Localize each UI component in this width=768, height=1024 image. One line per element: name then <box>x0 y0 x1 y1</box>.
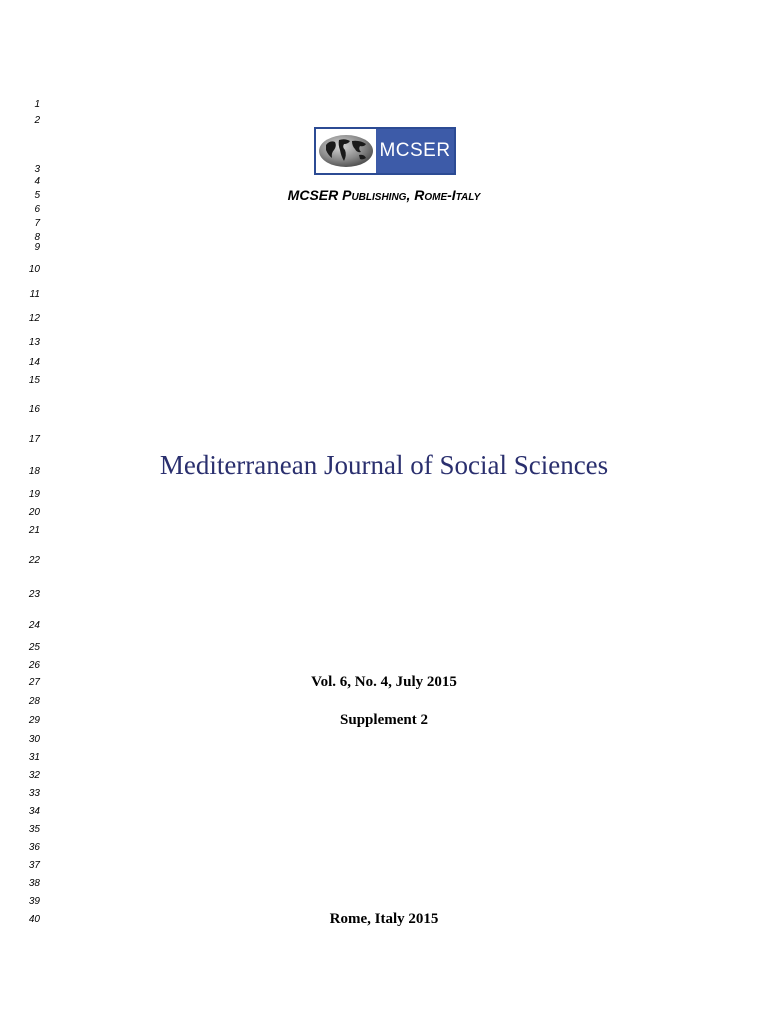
line-number: 11 <box>29 289 40 300</box>
line-number-gutter <box>0 0 60 1024</box>
line-number: 31 <box>28 752 40 763</box>
globe-icon <box>317 131 375 171</box>
line-number: 30 <box>28 734 40 745</box>
line-number: 1 <box>34 99 40 110</box>
line-number: 7 <box>34 218 40 229</box>
supplement-line: Supplement 2 <box>340 712 428 728</box>
line-number: 36 <box>28 842 40 853</box>
line-number: 20 <box>28 507 40 518</box>
line-number: 34 <box>28 806 40 817</box>
logo-globe-box <box>316 129 376 173</box>
line-number: 19 <box>28 489 40 500</box>
line-number: 15 <box>28 375 40 386</box>
line-number: 25 <box>28 642 40 653</box>
line-number: 8 <box>34 232 40 243</box>
line-number: 18 <box>28 466 40 477</box>
line-number: 4 <box>34 176 40 187</box>
journal-title: Mediterranean Journal of Social Sciences <box>159 450 609 480</box>
publisher-line: MCSER Publishing, Rome-Italy <box>287 187 481 203</box>
line-number: 35 <box>28 824 40 835</box>
line-number: 16 <box>28 404 40 415</box>
line-number: 21 <box>28 525 40 536</box>
line-number: 22 <box>28 555 40 566</box>
line-number: 17 <box>28 434 40 445</box>
line-number: 6 <box>34 204 40 215</box>
line-number: 14 <box>28 357 40 368</box>
line-number: 13 <box>28 337 40 348</box>
line-number: 9 <box>34 242 40 253</box>
line-number: 27 <box>28 677 40 688</box>
line-number: 23 <box>28 589 40 600</box>
line-number: 28 <box>28 696 40 707</box>
logo-text: MCSER <box>379 140 451 161</box>
line-number: 33 <box>28 788 40 799</box>
line-number: 38 <box>28 878 40 889</box>
line-number: 32 <box>28 770 40 781</box>
line-number: 26 <box>28 660 40 671</box>
line-number: 3 <box>34 164 40 175</box>
volume-line: Vol. 6, No. 4, July 2015 <box>311 674 457 690</box>
line-number: 5 <box>34 190 40 201</box>
line-number: 10 <box>28 264 40 275</box>
line-number: 29 <box>28 715 40 726</box>
line-number: 2 <box>34 115 40 126</box>
line-number: 24 <box>28 620 40 631</box>
place-year-line: Rome, Italy 2015 <box>329 911 439 927</box>
line-number: 39 <box>28 896 40 907</box>
mcser-logo <box>314 127 456 175</box>
line-number: 40 <box>28 914 40 925</box>
line-number: 37 <box>28 860 40 871</box>
line-number: 12 <box>28 313 40 324</box>
